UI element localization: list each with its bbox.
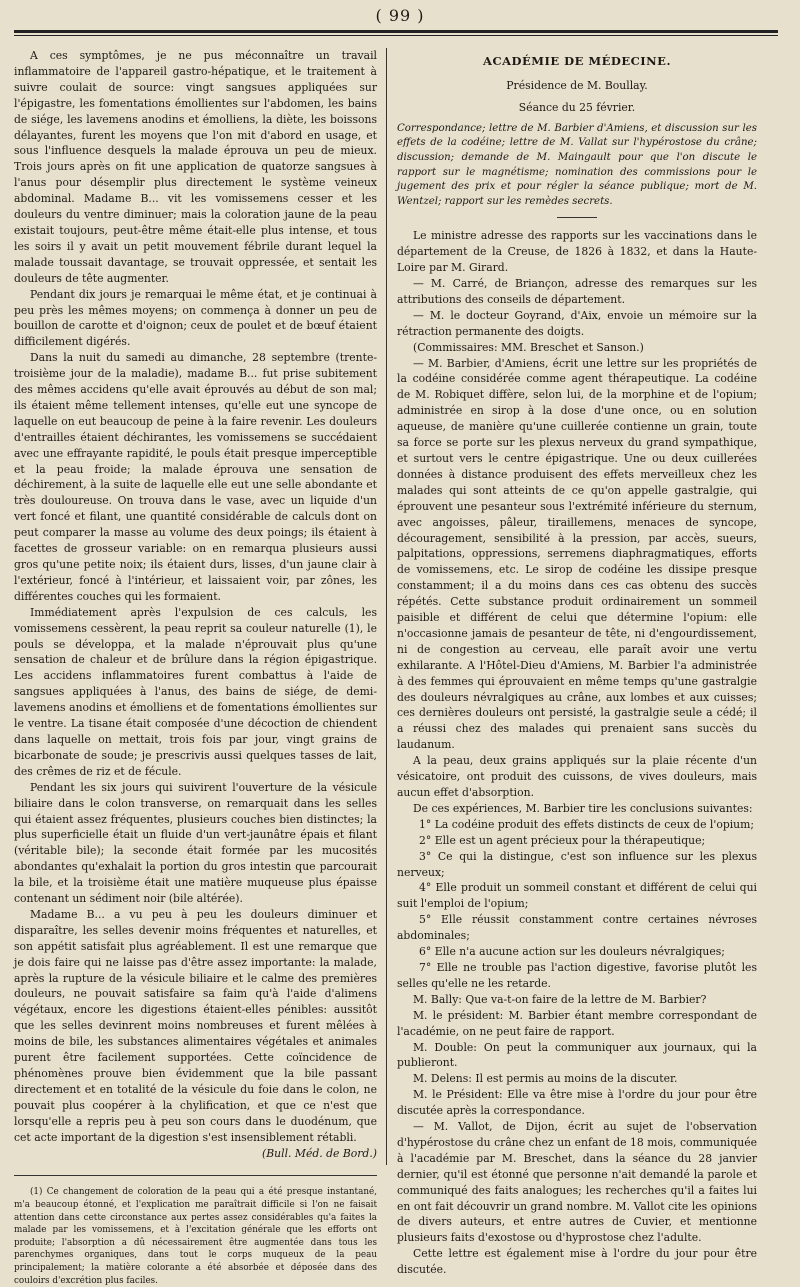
list-item: 3° Ce qui la distingue, c'est son influence sur les plexus nerveux; [397, 849, 757, 879]
dialogue-line: M. le président: M. Barbier étant membre correspondant de l'académie, on ne peut faire de rapport. [397, 1008, 757, 1038]
dialogue-line: M. Bally: Que va-t-on faire de la lettre de M. Barbier? [413, 992, 707, 1006]
column-divider [386, 48, 387, 1165]
list-item: 5° Elle réussit constamment contre certaines névroses abdominales; [397, 913, 757, 943]
list-item: 1° La codéine produit des effets distincts de ceux de l'opium; [419, 817, 755, 831]
right-column [397, 48, 757, 1278]
seance-date: Séance du 25 février. [518, 100, 636, 114]
source-citation: (Bull. Méd. de Bord.) [262, 1146, 377, 1160]
paragraph: — M. Barbier, d'Amiens, écrit une lettre sur les propriétés de la codéine considérée comme agent thérapeutique. La codéine de M. Robiquet diffère, selon lui, de la morphine et de l'opium; administrée en sirop à la dose d'une once, ou en solution aqueuse, de manière qu'une cuillerée contienne un grain, toute sa force se porte sur les plexus nerveux du grand sympathique, et surtout vers le centre épigastrique. Une ou deux cuillerées données à distance produisent des effets merveilleux chez les malades qui sont atteints de ce qu'on appelle gastralgie, qui éprouvent une pesanteur sous l'extrémité inférieure du sternum, avec angoisses, pâleur, tiraillemens, menaces de syncope, découragement, sensibilité à la pression, par accès, sueurs, palpitations, oppressions, serremens diaphragmatiques, efforts de vomissemens, etc. Le sirop de codéine les dissipe presque constamment; il a du moins dans ces cas obtenu des succès répétés. Cette substance produit ordinairement un sommeil paisible et différent de celui que détermine l'opium: elle n'occasionne jamais de pesanteur de tête, ni d'engourdissement, ni de congestion au cerveau, elle paraît avoir une vertu exhilarante. A l'Hôtel-Dieu d'Amiens, M. Barbier l'a administrée à des femmes qui éprouvaient en même temps qu'une gastralgie des douleurs névralgiques au crâne, aux lombes et aux cuisses; ces dernières douleurs ont persisté, la gastralgie seule a cédé; il a réussi chez des malades qui prenaient sans succès du laudanum. [397, 356, 757, 752]
paragraph: Pendant les six jours qui suivirent l'ouverture de la vésicule biliaire dans le colon transverse, on remarquait dans les selles qui étaient assez fréquentes, plusieurs couches bien distinctes; la plus superficielle était un fluide d'un vert-jaunâtre épais et filant (véritable bile); la seconde était formée par les mucosités abondantes qu'exhalait la portion du gros intestin que parcourait la bile, et la troisième était une matière muqueuse plus épaisse contenant un sédiment noir (bile altérée). [14, 780, 377, 906]
presidence-line: Présidence de M. Boullay. [506, 78, 648, 92]
session-summary: Correspondance; lettre de M. Barbier d'Amiens, et discussion sur les effets de la codéine; lettre de M. Vallat sur l'hypérostose du crâne; discussion; demande de M. Maingault pour que l'on discute le rapport sur le magnétisme; nomination des commissions pour le jugement des prix et pour régler la séance publique; mort de M. Wentzel; rapport sur les remèdes secrets. [397, 122, 757, 207]
footnote: (1) Ce changement de coloration de la peau qui a été presque instantané, m'a beaucoup étonné, et l'explication me paraîtrait difficile si l'on ne faisait attention dans cette circonstance aux pertes assez considérables qu'a faites la malade par les vomissemens, et à l'excitation générale que les efforts ont produite; l'absorption a dû nécessairement être augmentée dans tous les parenchymes organiques, dans tout le corps muqueux de la peau principalement; la matière colorante a été absorbée et déposée dans des couloirs d'excrétion plus faciles. [14, 1187, 377, 1286]
list-item: 4° Elle produit un sommeil constant et différent de celui qui suit l'emploi de l'opium; [397, 881, 757, 911]
paragraph: Dans la nuit du samedi au dimanche, 28 septembre (trente-troisième jour de la maladie), madame B... fut prise subitement des mêmes accidens qu'elle avait éprouvés au début de son mal; ils étaient même tellement intenses, qu'elle eut une syncope de laquelle on eut beaucoup de peine à la faire revenir. Les douleurs d'entrailles étaient déchirantes, les vomissemens se succédaient avec une effrayante rapidité, le pouls était presque imperceptible et la peau froide; la malade éprouva une sensation de déchirement, à la suite de laquelle elle eut une selle abondante et très douloureuse. On trouva dans le vase, avec un liquide d'un vert foncé et filant, une quantité considérable de calculs dont on peut comparer la masse au volume des deux poings; ils étaient à facettes de grosseur variable: on en remarqua plusieurs aussi gros qu'une petite noix; ils étaient durs, lisses, d'un jaune clair à l'extérieur, foncé à l'intérieur, et laissaient voir, par zônes, les différentes couches qui les formaient. [14, 351, 377, 603]
paragraph: Madame B... a vu peu à peu les douleurs diminuer et disparaître, les selles devenir moins fréquentes et naturelles, et son appétit satisfait plus agréablement. Il est une remarque que je dois faire qui ne laisse pas d'être assez importante: la malade, après la rupture de la vésicule biliaire et le calme des premières douleurs, ne pouvait satisfaire sa faim qu'à l'aide d'alimens végétaux, encore les digestions étaient-elles pénibles: aussitôt que les selles devinrent moins nombreuses et furent mêlées à moins de bile, les substances alimentaires végétales et animales purent être facilement supportées. Cette coïncidence de phénomènes prouve bien évidemment que la bile passant directement et en totalité de la vésicule du foie dans le colon, ne pouvait plus coopérer à la chylification, et que ce n'est que lorsqu'elle a repris peu à peu son cours dans le duodénum, que cet acte important de la digestion s'est insensiblement rétabli. [14, 907, 377, 1144]
conclusions-list [397, 817, 757, 992]
dialogue-line: M. le Président: Elle va être mise à l'ordre du jour pour être discutée après la correspondance. [397, 1088, 757, 1118]
paragraph: De ces expériences, M. Barbier tire les conclusions suivantes: [413, 801, 753, 815]
paragraph: (Commissaires: MM. Breschet et Sanson.) [413, 340, 644, 354]
paragraph: — M. le docteur Goyrand, d'Aix, envoie un mémoire sur la rétraction permanente des doigts. [397, 308, 757, 338]
summary-divider [557, 217, 597, 218]
page-number: ( 99 ) [375, 6, 425, 25]
paragraph: Immédiatement après l'expulsion de ces calculs, les vomissemens cessèrent, la peau reprit sa couleur naturelle (1), le pouls se développa, et la malade n'éprouvait plus qu'une sensation de chaleur et de brûlure dans la région épigastrique. Les accidens inflammatoires furent combattus à l'aide de sangsues appliquées à l'anus, des bains de siége, de demi-lavemens anodins et émolliens et de fomentations émollientes sur le ventre. La tisane était composée d'une décoction de chiendent dans laquelle on mettait, trois fois par jour, vingt grains de bicarbonate de soude; je prescrivis aussi quelques tasses de lait, des crêmes de riz et de fécule. [14, 605, 377, 778]
list-item: 2° Elle est un agent précieux pour la thérapeutique; [419, 833, 706, 847]
paragraph: Le ministre adresse des rapports sur les vaccinations dans le département de la Creuse, de 1826 à 1832, et dans la Haute-Loire par M. Girard. [397, 229, 757, 275]
dialogue-line: Cette lettre est également mise à l'ordre du jour pour être discutée. [397, 1247, 757, 1277]
paragraph: A ces symptômes, je ne pus méconnaître un travail inflammatoire de l'appareil gastro-hépatique, et le traitement à suivre coulait de source: vingt sangsues appliquées sur l'épigastre, les fomentations émollientes sur l'abdomen, les bains de siége, les lavemens anodins et émolliens, la diète, les boissons délayantes, furent les moyens que l'on mit d'abord en usage, et sous l'influence desquels la malade éprouva un peu de mieux. Trois jours après on fit une application de quatorze sangsues à l'anus pour désemplir plus directement le système veineux abdominal. Madame B... vit les vomissemens cesser et les douleurs du ventre diminuer; mais la coloration jaune de la peau existait toujours, peut-être même était-elle plus intense, et tous les soirs il y avait un petit mouvement fébrile durant lequel la malade toussait davantage, se trouvait oppressée, et sentait les douleurs de tête augmenter. [14, 49, 377, 285]
left-column [14, 48, 377, 1287]
section-title: ACADÉMIE DE MÉDECINE. [483, 54, 671, 68]
dialogue-line: M. Double: On peut la communiquer aux journaux, qui la publieront. [397, 1040, 757, 1070]
list-item: 7° Elle ne trouble pas l'action digestive, favorise plutôt les selles qu'elle ne les retarde. [397, 960, 757, 990]
paragraph: — M. Carré, de Briançon, adresse des remarques sur les attributions des conseils de département. [397, 277, 757, 306]
list-item: 6° Elle n'a aucune action sur les douleurs névralgiques; [419, 945, 725, 959]
dialogue-line: — M. Vallot, de Dijon, écrit au sujet de l'observation d'hypérostose du crâne chez un enfant de 18 mois, communiquée à l'académie par M. Breschet, dans la séance du 28 janvier dernier, qu'il est étonné que personne n'ait demandé la parole et communiqué des faits analogues; les recherches qu'il a faites lui en ont fait découvrir un grand nombre. M. Vallot cite les opinions de divers auteurs, et entre autres de Cuvier, et mentionne plusieurs faits d'exostose ou d'hyprostose chez l'adulte. [397, 1120, 757, 1245]
dialogue-line: M. Delens: Il est permis au moins de la discuter. [413, 1072, 678, 1086]
paragraph: A la peau, deux grains appliqués sur la plaie récente d'un vésicatoire, ont produit des cuissons, de vives douleurs, mais aucun effet d'absorption. [397, 754, 757, 799]
header-rule [14, 30, 778, 36]
paragraph: Pendant dix jours je remarquai le même état, et je continuai à peu près les mêmes moyens; on commença à donner un peu de bouillon de carotte et d'oignon; ceux de poulet et de bœuf étaient difficilement digérés. [14, 287, 377, 349]
footnote-divider [14, 1175, 377, 1176]
